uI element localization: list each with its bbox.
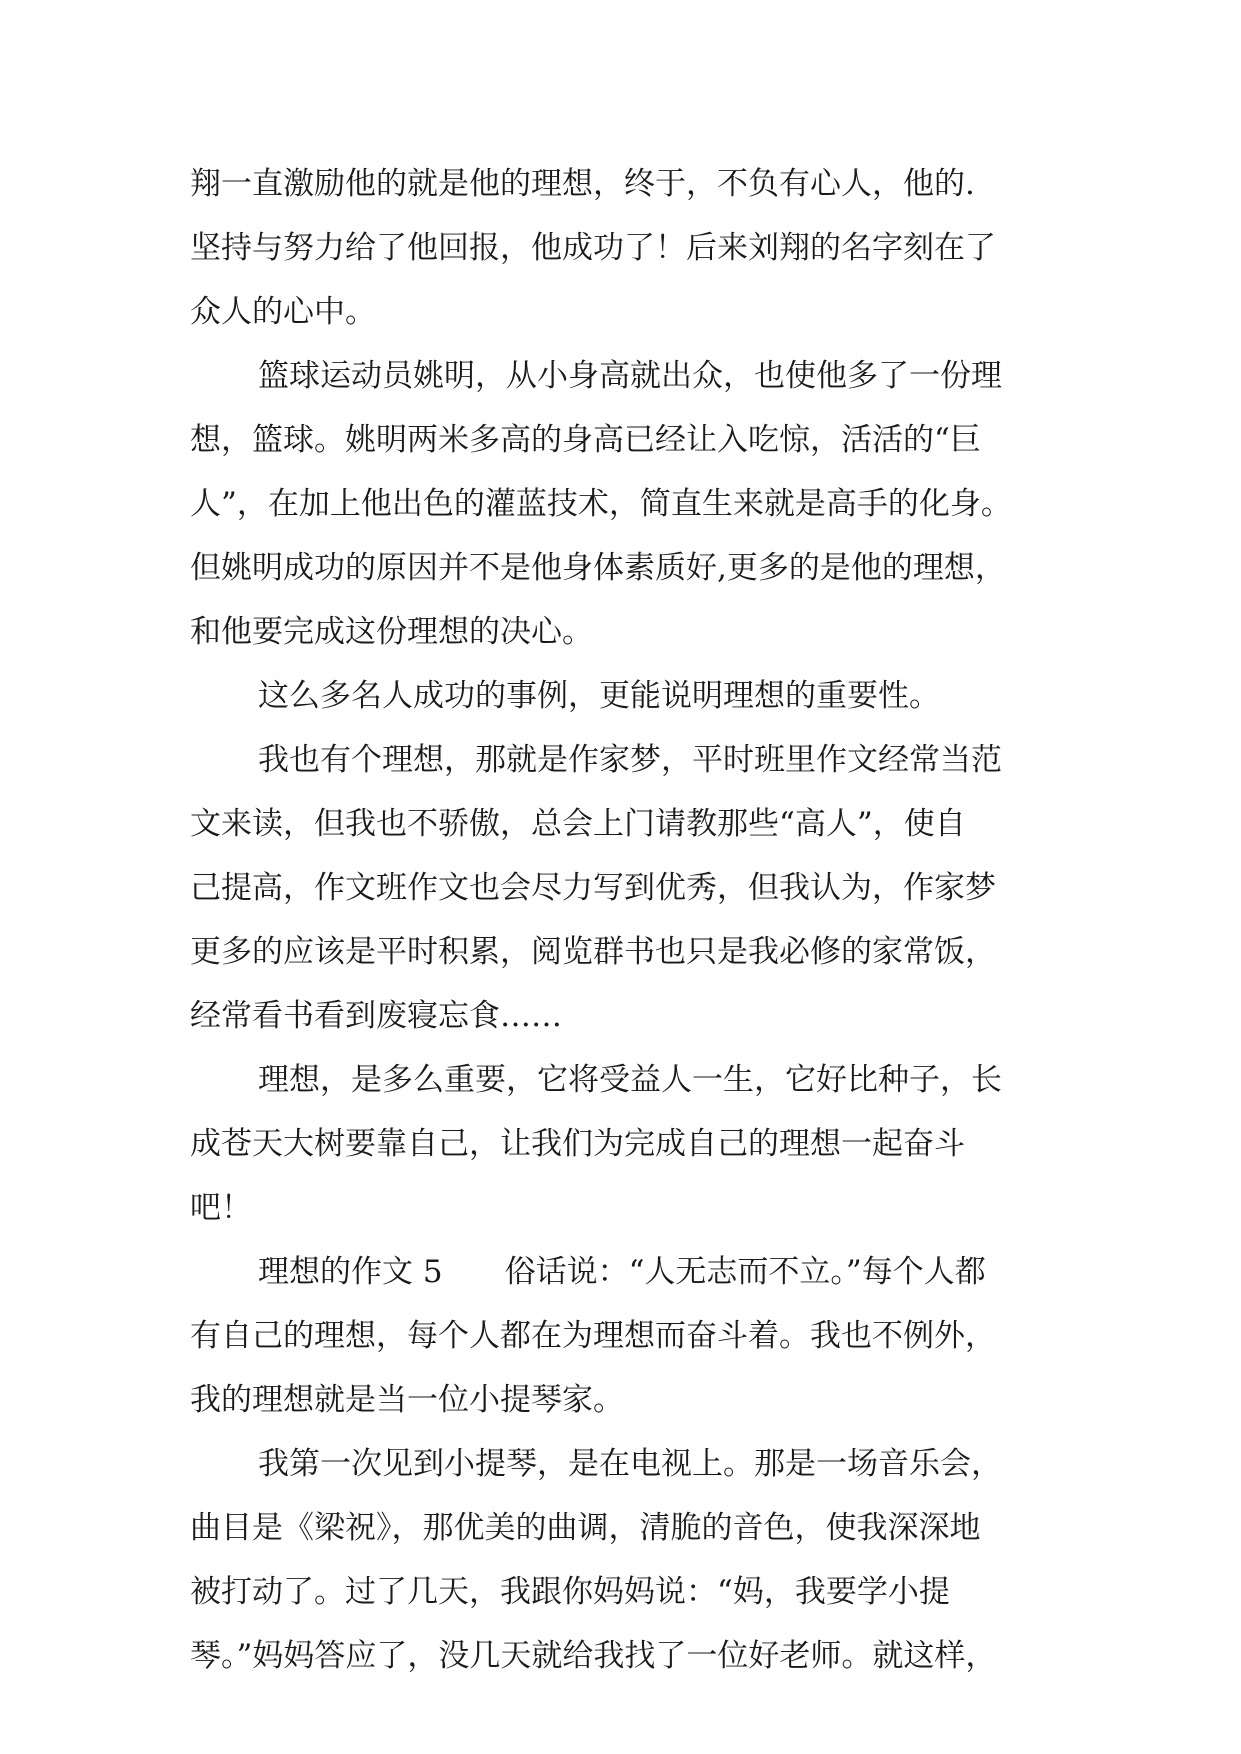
- text-line: 更多的应该是平时积累，阅览群书也只是我必修的家常饭，: [190, 934, 996, 970]
- text-line: 文来读，但我也不骄傲，总会上门请教那些“高人”，使自: [190, 806, 966, 842]
- paragraph-start-line: 我第一次见到小提琴，是在电视上。那是一场音乐会，: [258, 1446, 1002, 1482]
- text-line: 曲目是《梁祝》，那优美的曲调，清脆的音色，使我深深地: [190, 1510, 981, 1546]
- text-line: 成苍天大树要靠自己，让我们为完成自己的理想一起奋斗: [190, 1126, 965, 1162]
- text-line: 琴。”妈妈答应了，没几天就给我找了一位好老师。就这样，: [190, 1638, 997, 1674]
- text-line: 坚持与努力给了他回报，他成功了！后来刘翔的名字刻在了: [190, 230, 996, 266]
- paragraph-start-line: 理想，是多么重要，它将受益人一生，它好比种子，长: [258, 1062, 1002, 1098]
- text-line: 人”，在加上他出色的灌蓝技术，简直生来就是高手的化身。: [190, 486, 1012, 522]
- text-line: 众人的心中。: [190, 294, 376, 330]
- paragraph-start-line: 这么多名人成功的事例，更能说明理想的重要性。: [258, 678, 940, 714]
- text-line: 和他要完成这份理想的决心。: [190, 614, 593, 650]
- paragraph-start-line: 理想的作文 5 俗话说：“人无志而不立。”每个人都: [258, 1254, 986, 1290]
- text-line: 有自己的理想，每个人都在为理想而奋斗着。我也不例外，: [190, 1318, 996, 1354]
- text-line: 被打动了。过了几天，我跟你妈妈说：“妈，我要学小提: [190, 1574, 950, 1610]
- paragraph-start-line: 篮球运动员姚明，从小身高就出众，也使他多了一份理: [258, 358, 1002, 394]
- text-line: 我的理想就是当一位小提琴家。: [190, 1382, 624, 1418]
- essay-body: [190, 152, 1070, 1688]
- text-line: 己提高，作文班作文也会尽力写到优秀，但我认为，作家梦: [190, 870, 996, 906]
- paragraph-start-line: 我也有个理想，那就是作家梦，平时班里作文经常当范: [258, 742, 1002, 778]
- text-line: 吧！: [190, 1190, 252, 1226]
- text-line: 翔一直激励他的就是他的理想，终于，不负有心人，他的.: [190, 166, 975, 202]
- text-line: 想，篮球。姚明两米多高的身高已经让入吃惊，活活的“巨: [190, 422, 981, 458]
- text-line: 但姚明成功的原因并不是他身体素质好,更多的是他的理想，: [190, 550, 1006, 586]
- text-line: 经常看书看到废寝忘食……: [190, 998, 562, 1034]
